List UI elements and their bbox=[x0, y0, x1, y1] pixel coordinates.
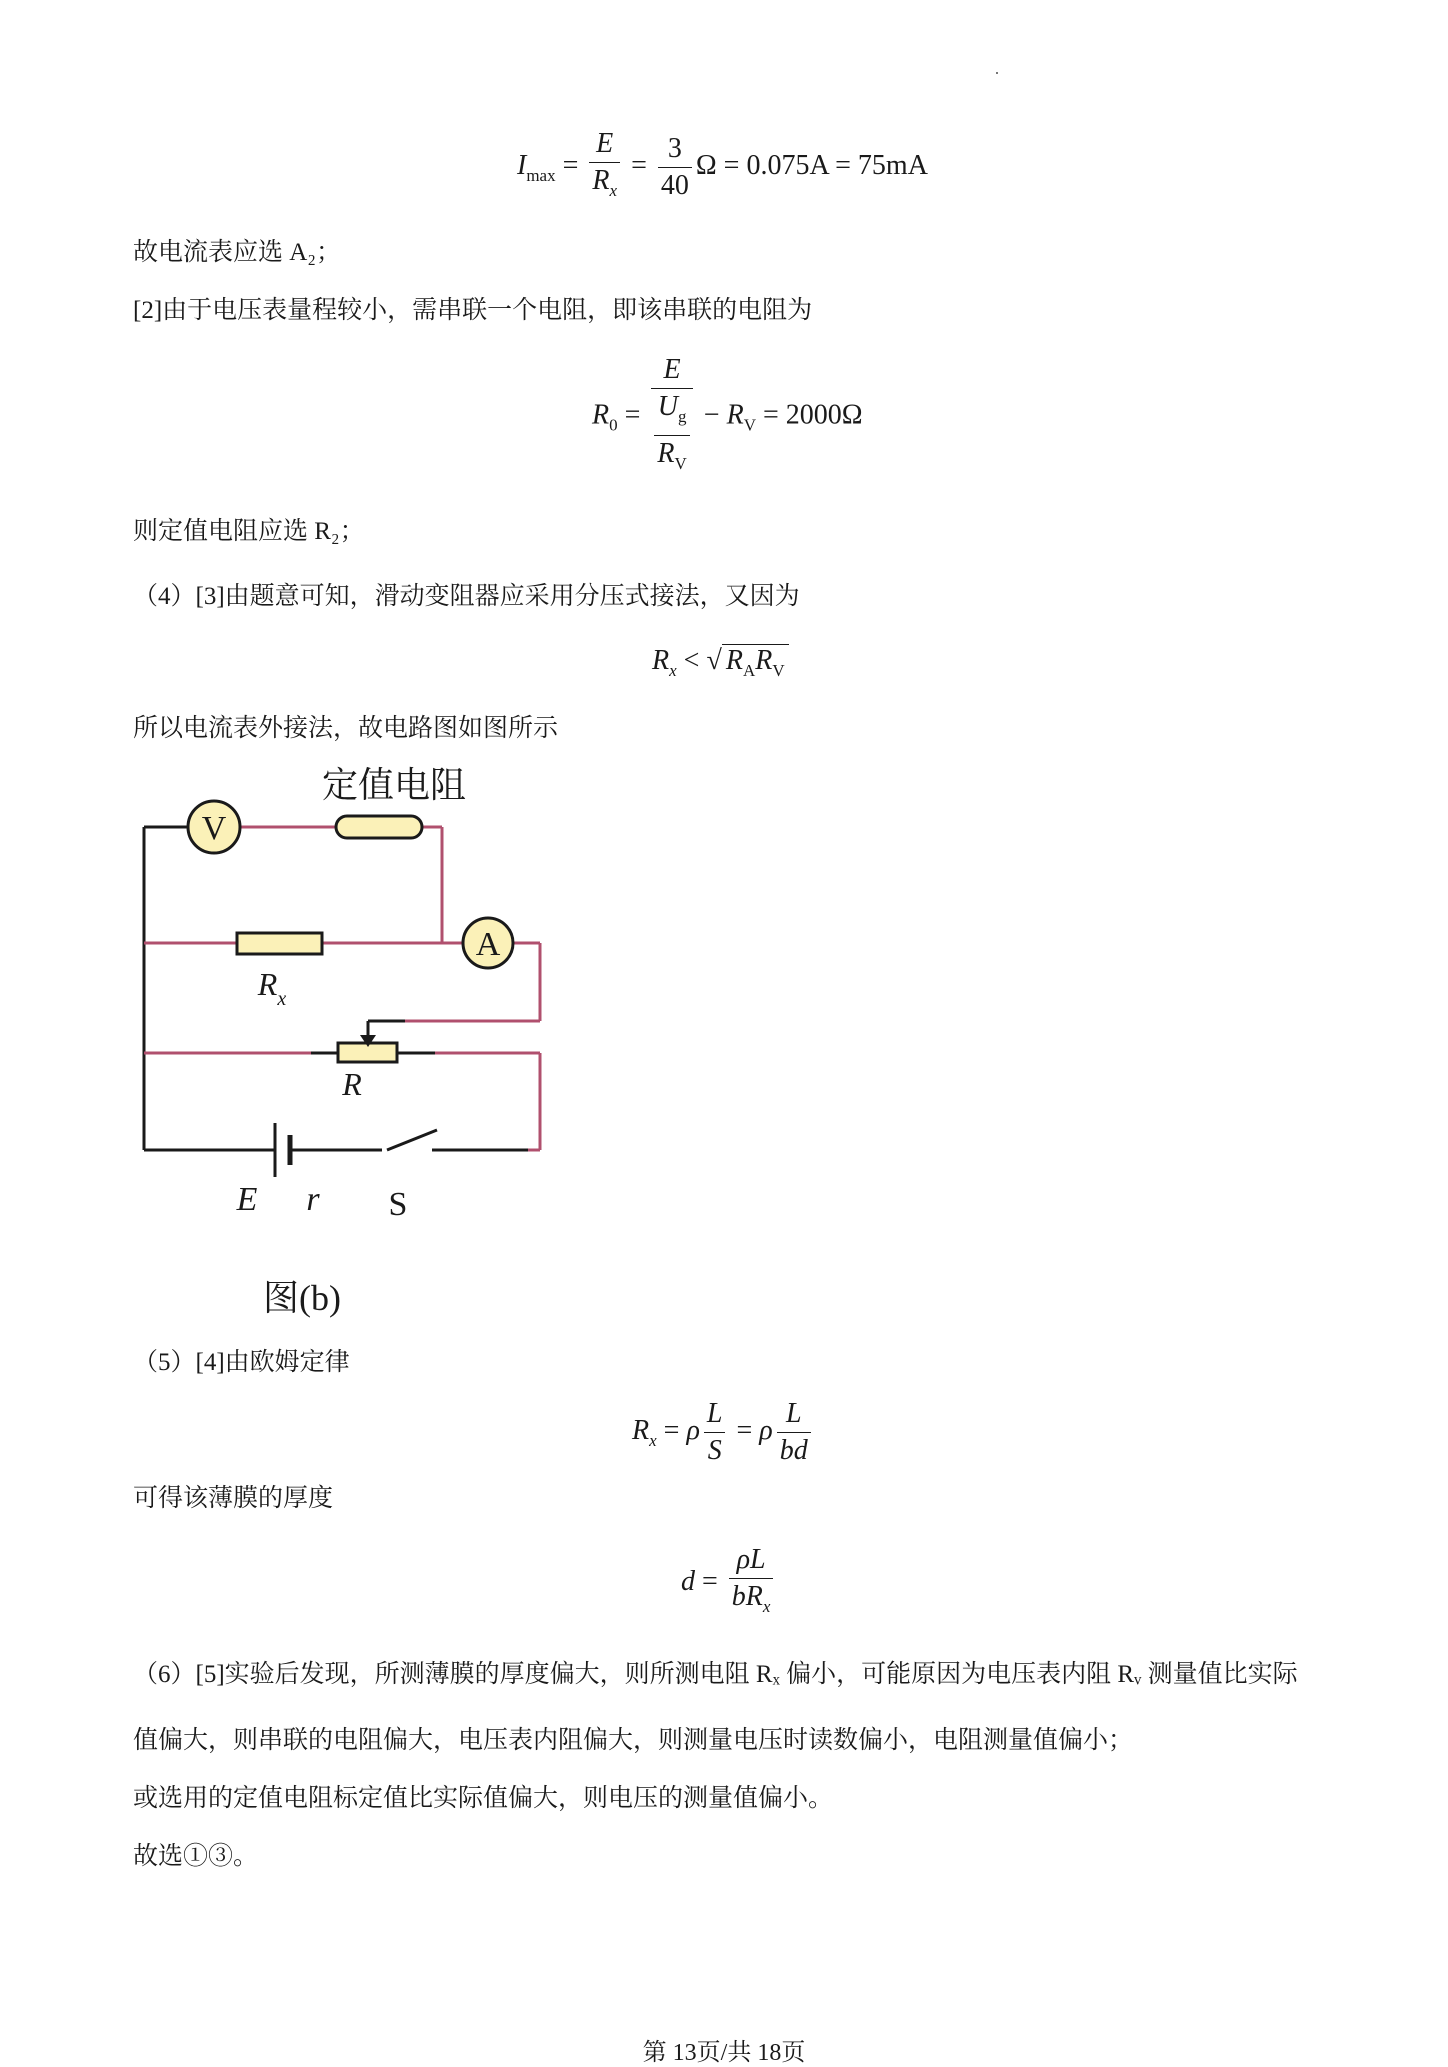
text-line-5: 所以电流表外接法，故电路图如图所示 bbox=[133, 715, 559, 742]
text-line-3: 则定值电阻应选 R₂； bbox=[133, 518, 365, 545]
fixed-resistor-label: 定值电阻 bbox=[321, 765, 467, 805]
circuit-diagram bbox=[100, 765, 680, 1325]
equation-ohm-law: $R_x = \rho$ $\frac{L}{S}$ = ρ $\frac{L}{bd}$ bbox=[632, 1396, 815, 1469]
rheostat-label: R bbox=[342, 1066, 362, 1102]
equation-r0: $R_0$ = $\frac{E}{\frac{U_g}{R_V}}$ − $R_V = 2000\Omega$ bbox=[592, 354, 863, 473]
text-line-8: （6）[5]实验后发现，所测薄膜的厚度偏大，则所测电阻 Rₓ 偏小，可能原因为电压表内阻 Rᵥ 测量值比实际 bbox=[133, 1661, 1298, 1688]
text-line-9: 值偏大，则串联的电阻偏大，电压表内阻偏大，则测量电压时读数偏小，电阻测量值偏小； bbox=[133, 1727, 1134, 1754]
rx-resistor-symbol bbox=[237, 933, 322, 954]
text-line-2: [2]由于电压表量程较小，需串联一个电阻，即该串联的电阻为 bbox=[133, 297, 813, 324]
figure-caption: 图(b) bbox=[263, 1278, 341, 1318]
text-line-4: （4）[3]由题意可知，滑动变阻器应采用分压式接法，又因为 bbox=[133, 583, 800, 610]
text-line-7: 可得该薄膜的厚度 bbox=[133, 1485, 334, 1512]
scan-dot bbox=[996, 72, 998, 74]
rx-label: $R_x$ bbox=[257, 966, 287, 1010]
equation-rx-compare: $R_x$ < √ $R_AR_V$ bbox=[652, 645, 789, 681]
text-line-1: 故电流表应选 A₂； bbox=[133, 239, 342, 266]
text-line-10: 或选用的定值电阻标定值比实际值偏大，则电压的测量值偏小。 bbox=[133, 1785, 834, 1812]
text-line-11: 故选①③。 bbox=[133, 1843, 259, 1870]
emf-label: E bbox=[236, 1181, 258, 1218]
text-line-6: （5）[4]由欧姆定律 bbox=[133, 1349, 350, 1376]
equation-imax: $I_{max}$ = $\frac{E}{R_x}$ = $\frac{3}{40}$ Ω = 0.075A = 75mA bbox=[517, 128, 928, 201]
equation-thickness: d = $\frac{\rho L}{bR_x}$ bbox=[681, 1542, 777, 1625]
ammeter-label: A bbox=[475, 926, 501, 963]
voltmeter-label: V bbox=[201, 810, 227, 847]
internal-resistance-label: r bbox=[306, 1181, 320, 1218]
fixed-resistor-symbol bbox=[336, 816, 422, 838]
page-footer: 第 13页/共 18页 bbox=[642, 2040, 806, 2066]
switch-label: S bbox=[388, 1186, 408, 1223]
